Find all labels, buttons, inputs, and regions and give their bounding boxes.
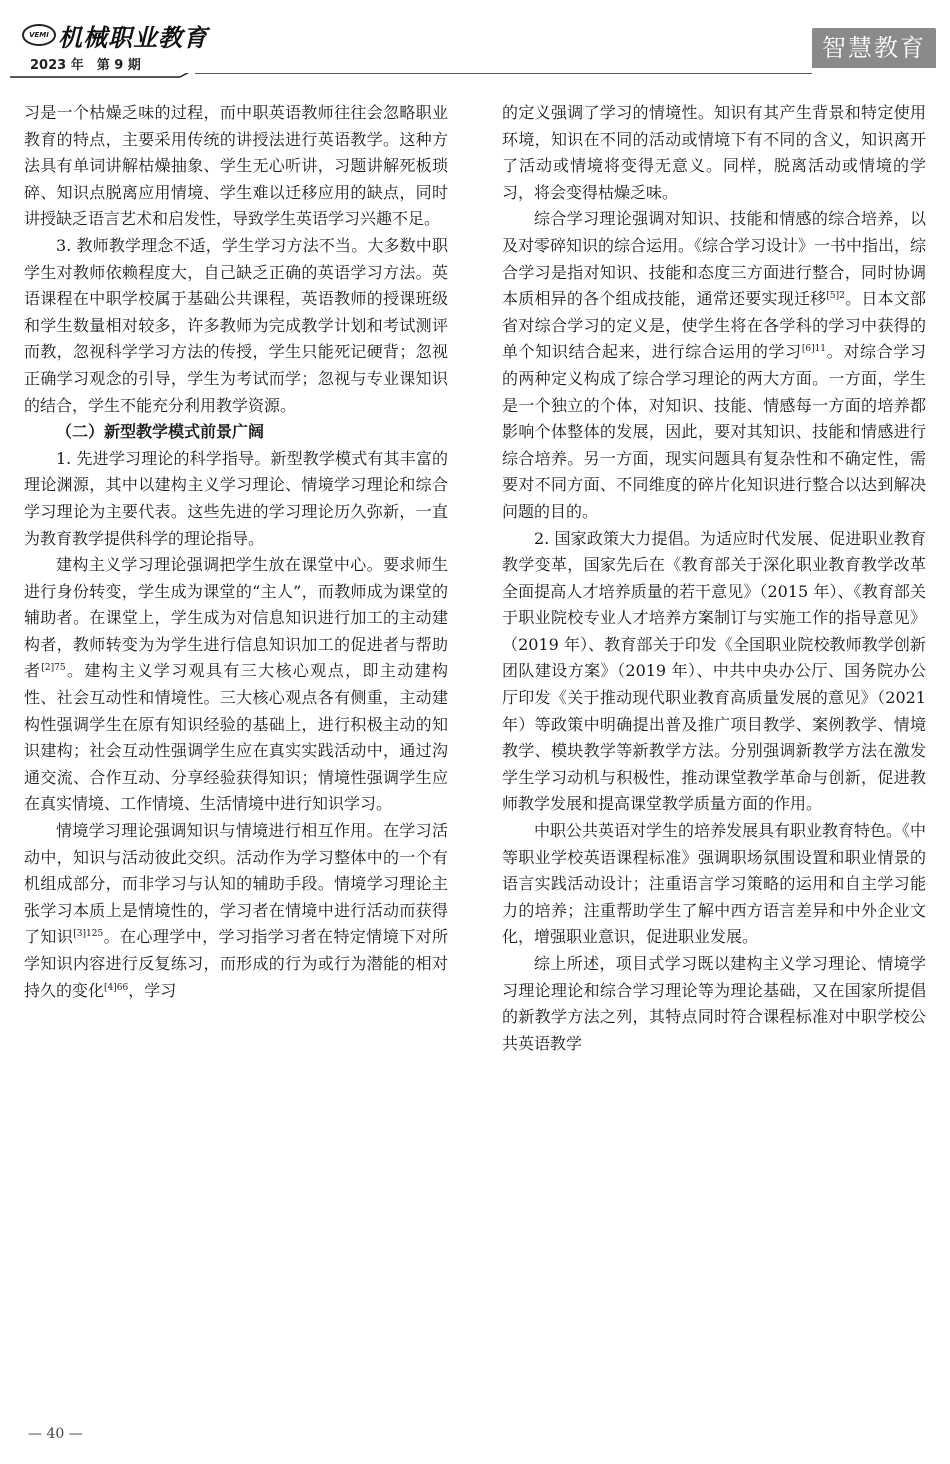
paragraph: 综上所述，项目式学习既以建构主义学习理论、情境学习理论理论和综合学习理论等为理论基础，又在国家所提倡的新教学方法之列，其特点同时符合课程标准对中职学校公共英语教学 bbox=[502, 954, 926, 1053]
citation: [6]11 bbox=[801, 344, 827, 355]
paragraph-text: 。对综合学习的两种定义构成了综合学习理论的两大方面。一方面，学生是一个独立的个体，对知识、技能、情感每一方面的培养都影响个体整体的发展，因此，要对其知识、技能和情感进行综合培养。另一方面，现实问题具有复杂性和不确定性，需要对不同方面、不同维度的碎片化知识进行整合以达到解决问题的目的。 bbox=[502, 342, 926, 521]
paragraph-text: 综合学习理论强调对知识、技能和情感的综合培养，以及对零碎知识的综合运用。《综合学习设计》一书中指出，综合学习是指对知识、技能和态度三方面进行整合，同时协调本质相异的各个组成技能，通常还要实现迁移 bbox=[502, 209, 927, 309]
paragraph: 习是一个枯燥乏味的过程，而中职英语教师往往会忽略职业教育的特点，主要采用传统的讲授法进行英语教学。这种方法具有单词讲解枯燥抽象、学生无心听讲，习题讲解死板琐碎、知识点脱离应用情境、学生难以迁移应用的缺点，同时讲授缺乏语言艺术和启发性，导致学生英语学习兴趣不足。 bbox=[24, 103, 448, 229]
paragraph-text: 情境学习理论强调知识与情境进行相互作用。在学习活动中，知识与活动彼此交织。活动作为学习整体中的一个有机组成部分，而非学习与认知的辅助手段。情境学习理论主张学习本质上是情境性的，学习者在情境中进行活动而获得了知识 bbox=[24, 821, 448, 947]
journal-title: 机械职业教育 bbox=[58, 23, 208, 52]
paragraph bbox=[24, 818, 448, 1004]
paragraph: 的定义强调了学习的情境性。知识有其产生背景和特定使用环境，知识在不同的活动或情境下有不同的含义，知识离开了活动或情境将变得无意义。同样，脱离活动或情境的学习，将会变得枯燥乏味。 bbox=[502, 103, 926, 202]
paragraph: 3. 教师教学理念不适，学生学习方法不当。大多数中职学生对教师依赖程度大，自己缺乏正确的英语学习方法。英语课程在中职学校属于基础公共课程，英语教师的授课班级和学生数量相对较多，许多教师为完成教学计划和考试测评而教，忽视科学学习方法的传授，学生只能死记硬背；忽视正确学习观念的引导，学生为考试而学；忽视与专业课知识的结合，学生不能充分利用教学资源。 bbox=[24, 235, 448, 415]
journal-logo: VEMI bbox=[22, 24, 56, 46]
section-tab: 智慧教育 bbox=[812, 28, 936, 68]
paragraph bbox=[502, 206, 926, 525]
paragraph: 1. 先进学习理论的科学指导。新型教学模式有其丰富的理论渊源，其中以建构主义学习理论、情境学习理论和综合学习理论为主要代表。这些先进的学习理论历久弥新，一直为教育教学提供科学的理论指导。 bbox=[24, 448, 448, 548]
page-header bbox=[0, 0, 950, 82]
citation: [2]75 bbox=[41, 663, 66, 674]
paragraph-text: 。建构主义学习观具有三大核心观点，即主动建构性、社会互动性和情境性。三大核心观点各有侧重，主动建构性强调学生在原有知识经验的基础上，进行积极主动的知识建构；社会互动性强调学生应在真实实践活动中，通过沟通交流、合作互动、分享经验获得知识；情境性强调学生应在真实情境、工作情境、生活情境中进行知识学习。 bbox=[24, 661, 448, 814]
page-number: — 40 — bbox=[28, 1426, 83, 1442]
paragraph-text: 。在心理学中，学习指学习者在特定情境下对所学知识内容进行反复练习，而形成的行为或行为潜能的相对持久的变化 bbox=[24, 927, 448, 1000]
left-column bbox=[24, 100, 448, 1004]
paragraph: 中职公共英语对学生的培养发展具有职业教育特色。《中等职业学校英语课程标准》强调职场氛围设置和职业情景的语言实践活动设计；注重语言学习策略的运用和自主学习能力的培养；注重帮助学生了解中西方语言差异和中外企业文化，增强职业意识，促进职业发展。 bbox=[502, 821, 927, 947]
paragraph-text: ，学习 bbox=[128, 980, 177, 1000]
paragraph-text: 。日本文部省对综合学习的定义是，使学生将在各学科的学习中获得的单个知识结合起来，进行综合运用的学习 bbox=[502, 289, 926, 362]
citation: [5]2 bbox=[826, 291, 845, 302]
header-rule bbox=[0, 73, 950, 83]
paragraph bbox=[24, 552, 448, 818]
paragraph: 2. 国家政策大力提倡。为适应时代发展、促进职业教育教学变革，国家先后在《教育部关于深化职业教育教学改革全面提高人才培养质量的若干意见》（2015 年）、《教育部关于职业院校专业人才培养方案制订与实施工作的指导意见》（2019 年）、教育部关于印发《全国职业院校教师教学创新团队建设方案》（2019 年）、中共中央办公厅、国务院办公厅印发《关于推动现代职业教育高质量发展的意见》（2021 年）等政策中明确提出普及推广项目教学、案例教学、情境教学、模块教学等新教学方法。分别强调新教学方法在激发学生学习动机与积极性，推动课堂教学革命与创新，促进教师教学发展和提高课堂教学质量方面的作用。 bbox=[502, 528, 926, 814]
right-column bbox=[502, 100, 926, 1057]
citation: [4]66 bbox=[104, 982, 129, 993]
issue-label: 2023 年 第 9 期 bbox=[30, 58, 141, 73]
section-heading: （二）新型教学模式前景广阔 bbox=[56, 422, 265, 442]
paragraph-text: 建构主义学习理论强调把学生放在课堂中心。要求师生进行身份转变，学生成为课堂的“主人”，而教师成为课堂的辅助者。在课堂上，学生成为对信息知识进行加工的主动建构者，教师转变为为学生进行信息知识加工的促进者与帮助者 bbox=[24, 555, 448, 681]
citation: [3]125 bbox=[73, 929, 104, 940]
